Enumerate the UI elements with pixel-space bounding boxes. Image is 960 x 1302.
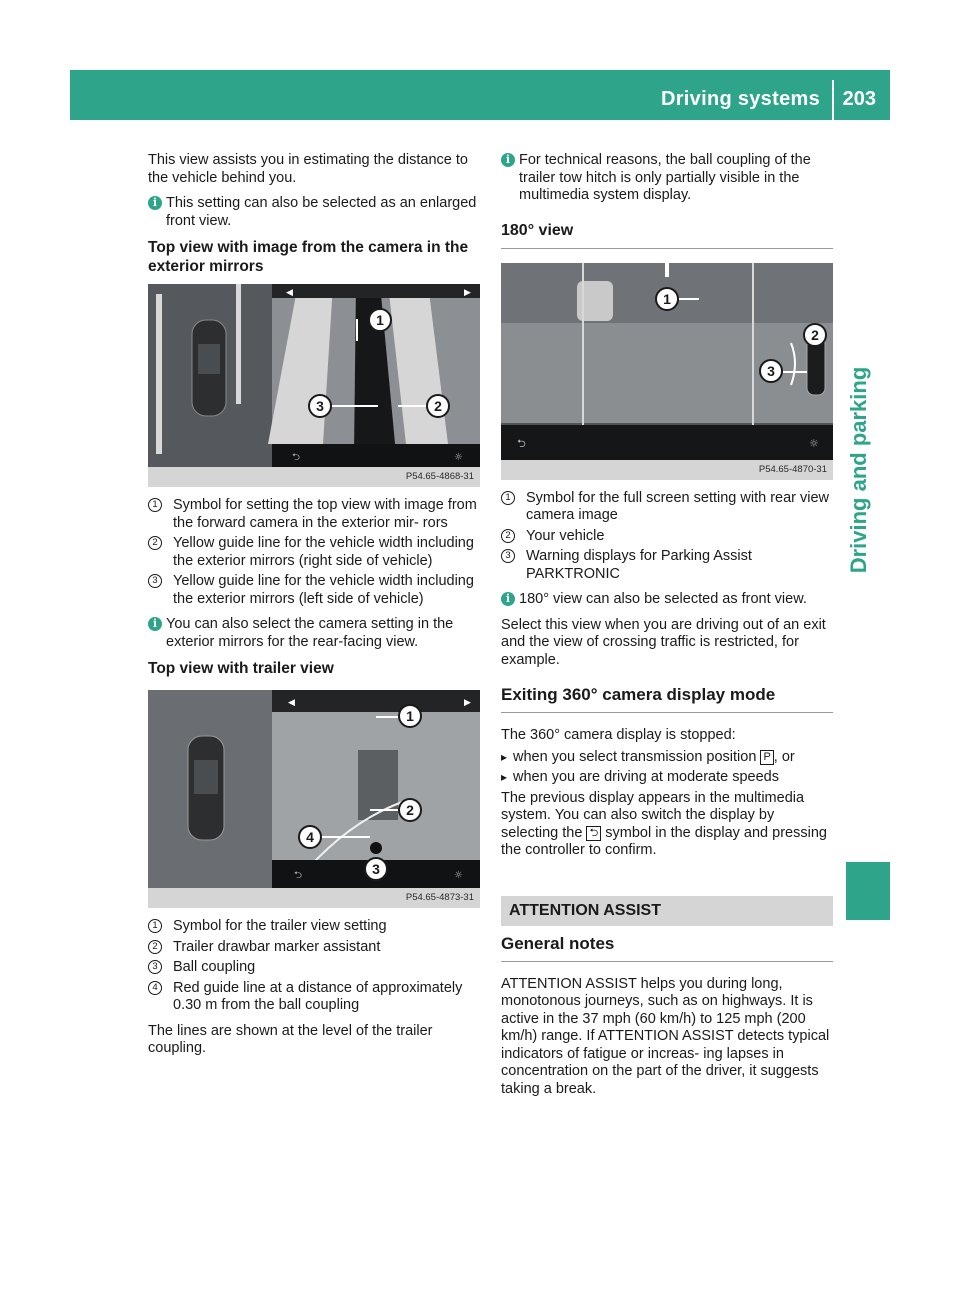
callout-1: 1 — [655, 287, 679, 311]
section-title: Driving systems — [660, 88, 820, 110]
paragraph: Select this view when you are driving out of an exit and the view of crossing traffic is restricted, for example. — [501, 616, 826, 668]
camera-image — [501, 263, 833, 460]
callout-2: 2 — [803, 323, 827, 347]
closing-paragraph: The lines are shown at the level of the trailer coupling. — [148, 1022, 433, 1056]
list-item: 4 Red guide line at a distance of approximately 0.30 m from the ball coupling — [148, 980, 480, 1015]
callout-2: 2 — [426, 394, 450, 418]
info-note: i For technical reasons, the ball coupling of the trailer tow hitch is only partially visible in the multimedia system display. — [501, 152, 833, 205]
figure-caption: P54.65-4868-31 — [148, 467, 480, 487]
info-note: i You can also select the camera setting in the exterior mirrors for the rear-facing view. — [148, 616, 480, 651]
info-note: i 180° view can also be selected as front view. — [501, 591, 833, 609]
list-item: 3 Yellow guide line for the vehicle width including the exterior mirrors (left side of vehicle) — [148, 573, 480, 608]
figure-caption: P54.65-4870-31 — [501, 460, 833, 480]
page-number: 203 — [842, 88, 876, 110]
heading-trailer-view: Top view with trailer view — [148, 660, 334, 677]
section-header: ATTENTION ASSIST — [501, 896, 833, 926]
callout-2: 2 — [398, 798, 422, 822]
bullet-item: ▸ when you are driving at moderate speeds — [501, 769, 833, 787]
list-item: 2 Your vehicle — [501, 528, 833, 546]
figure-top-view-mirrors — [148, 284, 480, 487]
camera-image-graphic — [148, 690, 480, 888]
chapter-tab-marker — [846, 862, 890, 920]
list-item: 1 Symbol for the trailer view setting — [148, 918, 480, 936]
svg-text:◀: ◀ — [286, 288, 293, 298]
callout-4: 4 — [298, 825, 322, 849]
list-item: 2 Yellow guide line for the vehicle width including the exterior mirrors (right side of vehicle) — [148, 535, 480, 570]
callout-3: 3 — [759, 359, 783, 383]
callout-3: 3 — [364, 857, 388, 881]
chapter-tab-label: Driving and parking — [846, 366, 871, 574]
callout-3: 3 — [308, 394, 332, 418]
svg-text:⮌: ⮌ — [517, 436, 526, 450]
svg-text:☼: ☼ — [454, 452, 463, 463]
left-column — [148, 152, 480, 1066]
info-icon: i — [501, 592, 515, 606]
list-item: 3 Warning displays for Parking Assist PARKTRONIC — [501, 548, 833, 583]
list-item: 1 Symbol for setting the top view with image from the forward camera in the exterior mir- rors — [148, 497, 480, 532]
heading-general-notes: General notes — [501, 934, 833, 962]
back-icon: ⮌ — [586, 826, 601, 841]
svg-text:◀: ◀ — [288, 698, 295, 708]
list-item: 2 Trailer drawbar marker assistant — [148, 939, 480, 957]
bullet-item: ▸ when you select transmission position P , or — [501, 749, 833, 767]
paragraph: The previous display appears in the multimedia system. You can also switch the display by selecting the ⮌ symbol in the display and pressing the controller to confirm. — [501, 789, 827, 858]
header-bar — [70, 70, 890, 120]
svg-text:☼: ☼ — [454, 870, 463, 881]
svg-text:▶: ▶ — [464, 288, 471, 298]
list-item: 3 Ball coupling — [148, 959, 480, 977]
intro-paragraph: This view assists you in estimating the distance to the vehicle behind you. — [148, 152, 468, 186]
heading-180-view: 180° view — [501, 221, 833, 249]
info-note: i This setting can also be selected as an enlarged front view. — [148, 195, 480, 230]
info-icon: i — [501, 153, 515, 167]
figure-trailer-view — [148, 690, 480, 908]
svg-text:⮌: ⮌ — [294, 870, 303, 881]
header-divider — [832, 80, 834, 120]
heading-exit-360: Exiting 360° camera display mode — [501, 685, 833, 713]
svg-text:⮌: ⮌ — [292, 452, 301, 463]
figure-caption: P54.65-4873-31 — [148, 888, 480, 908]
camera-image — [148, 690, 480, 888]
callout-1: 1 — [368, 308, 392, 332]
svg-text:☼: ☼ — [809, 436, 819, 450]
camera-image — [148, 284, 480, 467]
camera-image-graphic — [148, 284, 480, 467]
paragraph: ATTENTION ASSIST helps you during long, monotonous journeys, such as on highways. It is active in the 37 mph (60 km/h) to 125 mph (200 km/h) range. If ATTENTION ASSIST detects typical indicators of fatigue or increas- ing lapses in concentration on the part of the driver, it suggests taking a break. — [501, 975, 830, 1097]
info-icon: i — [148, 196, 162, 210]
info-icon: i — [148, 617, 162, 631]
heading-top-view-mirrors: Top view with image from the camera in the exterior mirrors — [148, 239, 469, 275]
park-position-symbol: P — [760, 750, 773, 765]
callout-1: 1 — [398, 704, 422, 728]
right-column — [501, 152, 833, 1106]
list-item: 1 Symbol for the full screen setting with rear view camera image — [501, 490, 833, 525]
figure-180-view — [501, 263, 833, 480]
svg-text:▶: ▶ — [464, 698, 471, 708]
paragraph: The 360° camera display is stopped: — [501, 727, 736, 743]
